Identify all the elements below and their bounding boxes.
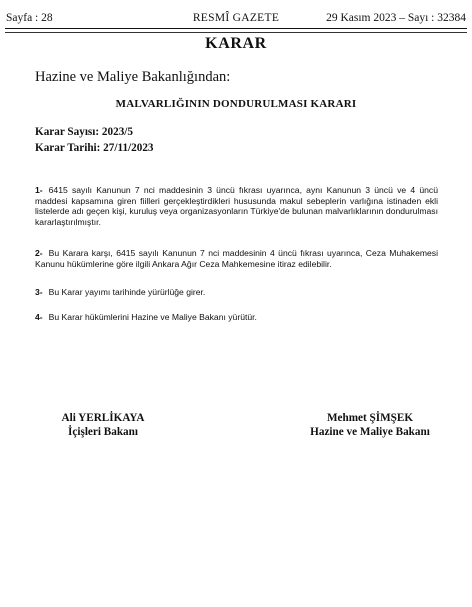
- article-2: [35, 248, 438, 269]
- signature-interior-minister: [48, 411, 158, 439]
- article-4: [35, 312, 438, 323]
- article-text: Bu Karar yayımı tarihinde yürürlüğe girer.: [48, 287, 206, 297]
- header-rule-thick: [5, 28, 467, 29]
- decision-title: MALVARLIĞININ DONDURULMASI KARARI: [115, 98, 357, 110]
- page-number: Sayfa : 28: [6, 12, 53, 24]
- decision-number: Karar Sayısı: 2023/5: [35, 126, 133, 138]
- header-rule-thin: [5, 32, 467, 33]
- article-number: 1-: [35, 185, 43, 195]
- page-header: [6, 10, 466, 26]
- issue-info: 29 Kasım 2023 – Sayı : 32384: [326, 12, 466, 24]
- article-number: 3-: [35, 287, 43, 297]
- decision-date: Karar Tarihi: 27/11/2023: [35, 142, 154, 154]
- signature-finance-minister: [300, 411, 440, 439]
- article-number: 2-: [35, 248, 43, 258]
- signatory-title: Hazine ve Maliye Bakanı: [310, 426, 430, 438]
- gazette-name: RESMÎ GAZETE: [192, 12, 280, 24]
- ministry-name: Hazine ve Maliye Bakanlığından:: [35, 69, 231, 85]
- section-title: KARAR: [205, 35, 267, 52]
- signatory-name: Mehmet ŞİMŞEK: [326, 412, 414, 424]
- signatory-title: İçişleri Bakanı: [68, 426, 138, 438]
- article-1: [35, 185, 438, 227]
- article-3: [35, 287, 438, 298]
- article-text: 6415 sayılı Kanunun 7 nci maddesinin 3 üncü fıkrası uyarınca, aynı Kanunun 3 üncü ve 4 üncü maddesi kapsamına giren fiilleri gerçekleştirdikleri hususunda makul sebeplerin varlığına istinaden ekli listelerde adı geçen kişi, kuruluş veya organizasyonların Türkiye'de bulunan malvarlıklarının dondurulması kararlaştırılmıştır.: [35, 185, 438, 227]
- article-number: 4-: [35, 312, 43, 322]
- article-text: Bu Karara karşı, 6415 sayılı Kanunun 7 nci maddesinin 4 üncü fıkrası uyarınca, Ceza Muhakemesi Kanunu hükümlerine göre ilgili Ankara Ağır Ceza Mahkemesine itiraz edilebilir.: [35, 248, 438, 269]
- article-text: Bu Karar hükümlerini Hazine ve Maliye Bakanı yürütür.: [48, 312, 257, 322]
- signatory-name: Ali YERLİKAYA: [61, 412, 145, 424]
